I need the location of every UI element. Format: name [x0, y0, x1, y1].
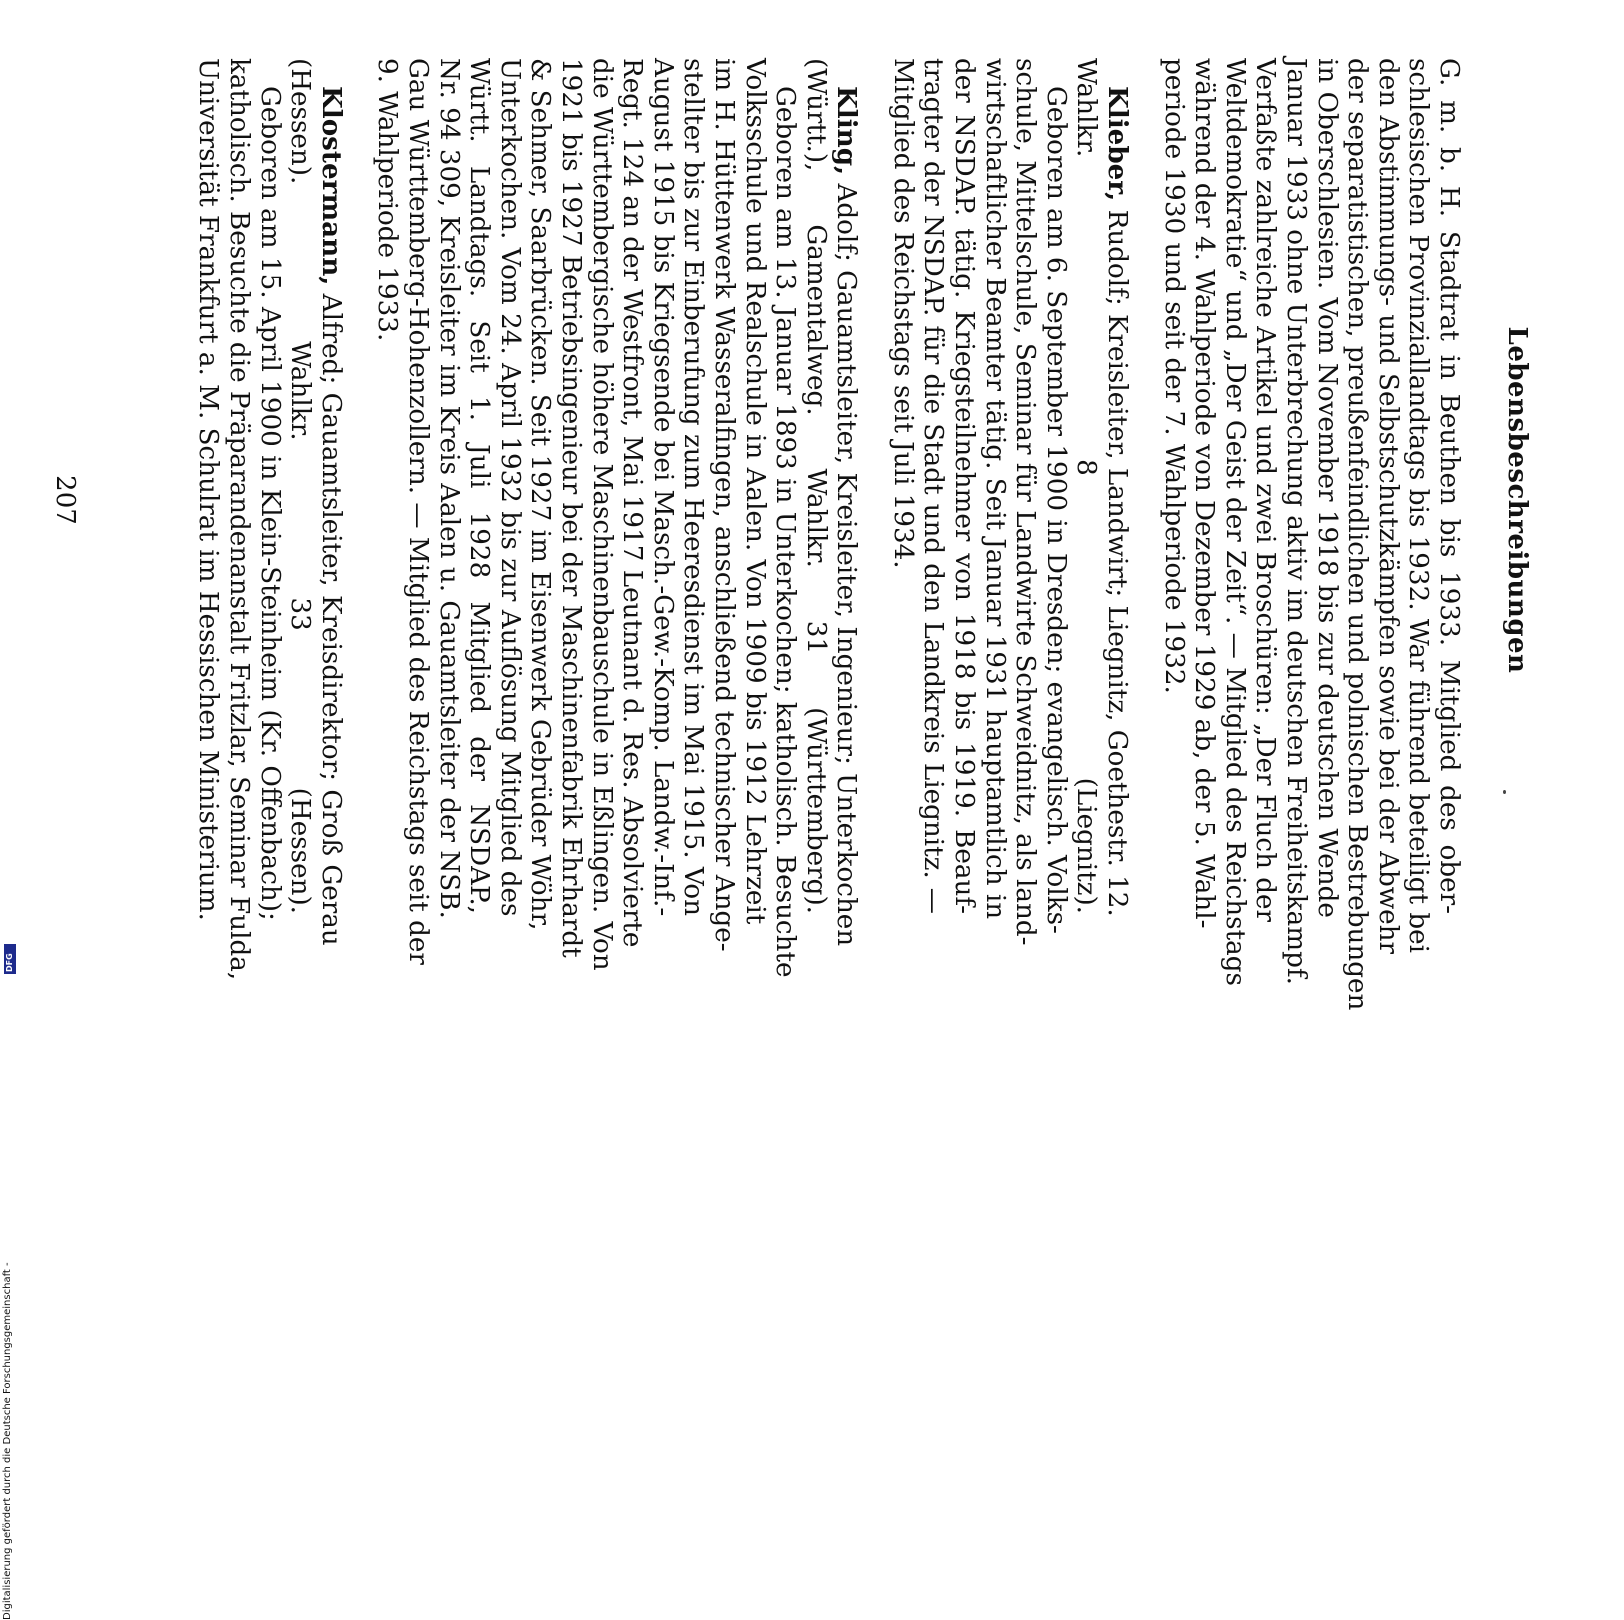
digitization-note-text: Digitalisierung gefördert durch die Deutsche Forschungsgemeinschaft -: [2, 1262, 13, 1620]
text-line: & Sehmer, Saarbrücken. Seit 1927 im Eisenwerk Gebrüder Wöhr,: [525, 58, 556, 931]
text-line: August 1915 bis Kriegsende bei Masch.-Gew.-Komp. Landw.-Inf.-: [647, 58, 678, 917]
text-line: 9. Wahlperiode 1933.: [372, 58, 403, 342]
text-line: katholisch. Besuchte die Präparandenanstalt Fritzlar, Seminar Fulda,: [224, 58, 255, 981]
text-line: G. m. b. H. Stadtrat in Beuthen bis 1933. Mitglied des ober-: [1434, 58, 1464, 914]
text-line: Gau Württemberg-Hohenzollern. — Mitglied des Reichstags seit der: [403, 58, 433, 965]
text-line: [1101, 58, 1134, 917]
text-line: Nr. 94 309, Kreisleiter im Kreis Aalen u. Gauamtsleiter der NSB.: [433, 58, 464, 919]
dfg-logo-text: DFG: [5, 953, 14, 972]
text-line: Mitglied des Reichstags seit Juli 1934.: [887, 58, 918, 569]
text-line: Unterkochen. Vom 24. April 1932 bis zur Auflösung Mitglied des: [494, 58, 525, 917]
dfg-logo: [4, 944, 16, 974]
text-line: im H. Hüttenwerk Wasseralfingen, anschließend technischer Ange-: [708, 58, 739, 952]
body-text: [167, 58, 1464, 1011]
page-header: Lebensbeschreibungen: [1502, 326, 1532, 674]
text-line: periode 1930 und seit der 7. Wahlperiode 1932.: [1158, 58, 1189, 694]
text-line: (Hessen). Wahlkr. 33 (Hessen).: [285, 58, 316, 914]
text-line: Geboren am 6. September 1900 in Dresden; evangelisch. Volks-: [1040, 86, 1071, 934]
text-line: Januar 1933 ohne Unterbrechung aktiv im deutschen Freiheitskampf.: [1281, 58, 1312, 985]
text-line: in Oberschlesien. Vom November 1918 bis zur deutschen Wende: [1311, 58, 1342, 918]
scan-speck: [1503, 790, 1506, 794]
text-line: Regt. 124 an der Westfront, Mai 1917 Leutnant d. Res. Absolvierte: [617, 58, 648, 948]
text-line: (Württ.), Gamentalweg. Wahlkr. 31 (Württemberg).: [800, 58, 831, 914]
text-line: der NSDAP. tätig. Kriegsteilnehmer von 1918 bis 1919. Beauf-: [949, 58, 980, 914]
text-line: Weltdemokratie“ und „Der Geist der Zeit“. — Mitglied des Reichstags: [1219, 58, 1250, 986]
text-line: [831, 58, 863, 947]
entry-klostermann: [193, 58, 347, 981]
text-line: tragter der NSDAP. für die Stadt und den Landkreis Liegnitz. —: [918, 58, 949, 914]
text-line: Universität Frankfurt a. M. Schulrat im Hessischen Ministerium.: [193, 58, 224, 921]
text-line: Württ. Landtags. Seit 1. Juli 1928 Mitglied der NSDAP.,: [464, 58, 495, 914]
text-line: schlesischen Provinziallandtags bis 1932. War führend beteiligt bei: [1403, 58, 1434, 954]
text-line: Volksschule und Realschule in Aalen. Von 1909 bis 1912 Lehrzeit: [739, 58, 770, 925]
text-line: Geboren am 15. April 1900 in Klein-Steinheim (Kr. Offenbach);: [254, 86, 285, 921]
entry-continuation: [1158, 58, 1464, 1011]
text-line: wirtschaftlicher Beamter tätig. Seit Januar 1931 hauptamtlich in: [979, 58, 1010, 920]
entry-name: Kling,: [831, 86, 863, 176]
text-line: den Abstimmungs- und Selbstschutzkämpfen sowie bei der Abwehr: [1372, 58, 1403, 955]
entry-line-text: Rudolf; Kreisleiter, Landwirt; Liegnitz, Goethestr. 12.: [1102, 201, 1133, 917]
entry-line-text: Alfred; Gauamtsleiter, Kreisdirektor; Groß Gerau: [315, 285, 346, 946]
entry-name: Klieber,: [1102, 86, 1134, 202]
entry-line-text: Adolf; Gauamtsleiter, Kreisleiter, Ingenieur; Unterkochen: [831, 175, 862, 947]
text-line: [315, 58, 347, 946]
page-number: 207: [50, 475, 80, 525]
text-line: schule, Mittelschule, Seminar für Landwirte Schweidnitz, als land-: [1010, 58, 1041, 946]
text-line: Verfaßte zahlreiche Artikel und zwei Broschüren: „Der Fluch der: [1250, 58, 1281, 923]
text-line: Geboren am 13. Januar 1893 in Unterkochen; katholisch. Besuchte: [770, 86, 801, 978]
text-line: der separatistischen, preußenfeindlichen und polnischen Bestrebungen: [1342, 58, 1373, 1011]
digitization-note: [0, 620, 22, 1620]
entry-kling: [372, 58, 863, 978]
text-line: die Württembergische höhere Maschinenbauschule in Eßlingen. Von: [586, 58, 617, 971]
text-line: Wahlkr. 8 (Liegnitz).: [1071, 58, 1102, 914]
entry-klieber: [887, 58, 1134, 946]
text-line: stellter bis zur Einberufung zum Heeresdienst im Mai 1915. Von: [678, 58, 709, 916]
text-line: während der 4. Wahlperiode von Dezember 1929 ab, der 5. Wahl-: [1189, 58, 1220, 929]
entry-name: Klostermann,: [315, 86, 347, 286]
text-line: 1921 bis 1927 Betriebsingenieur bei der Maschinenfabrik Ehrhardt: [555, 58, 586, 958]
